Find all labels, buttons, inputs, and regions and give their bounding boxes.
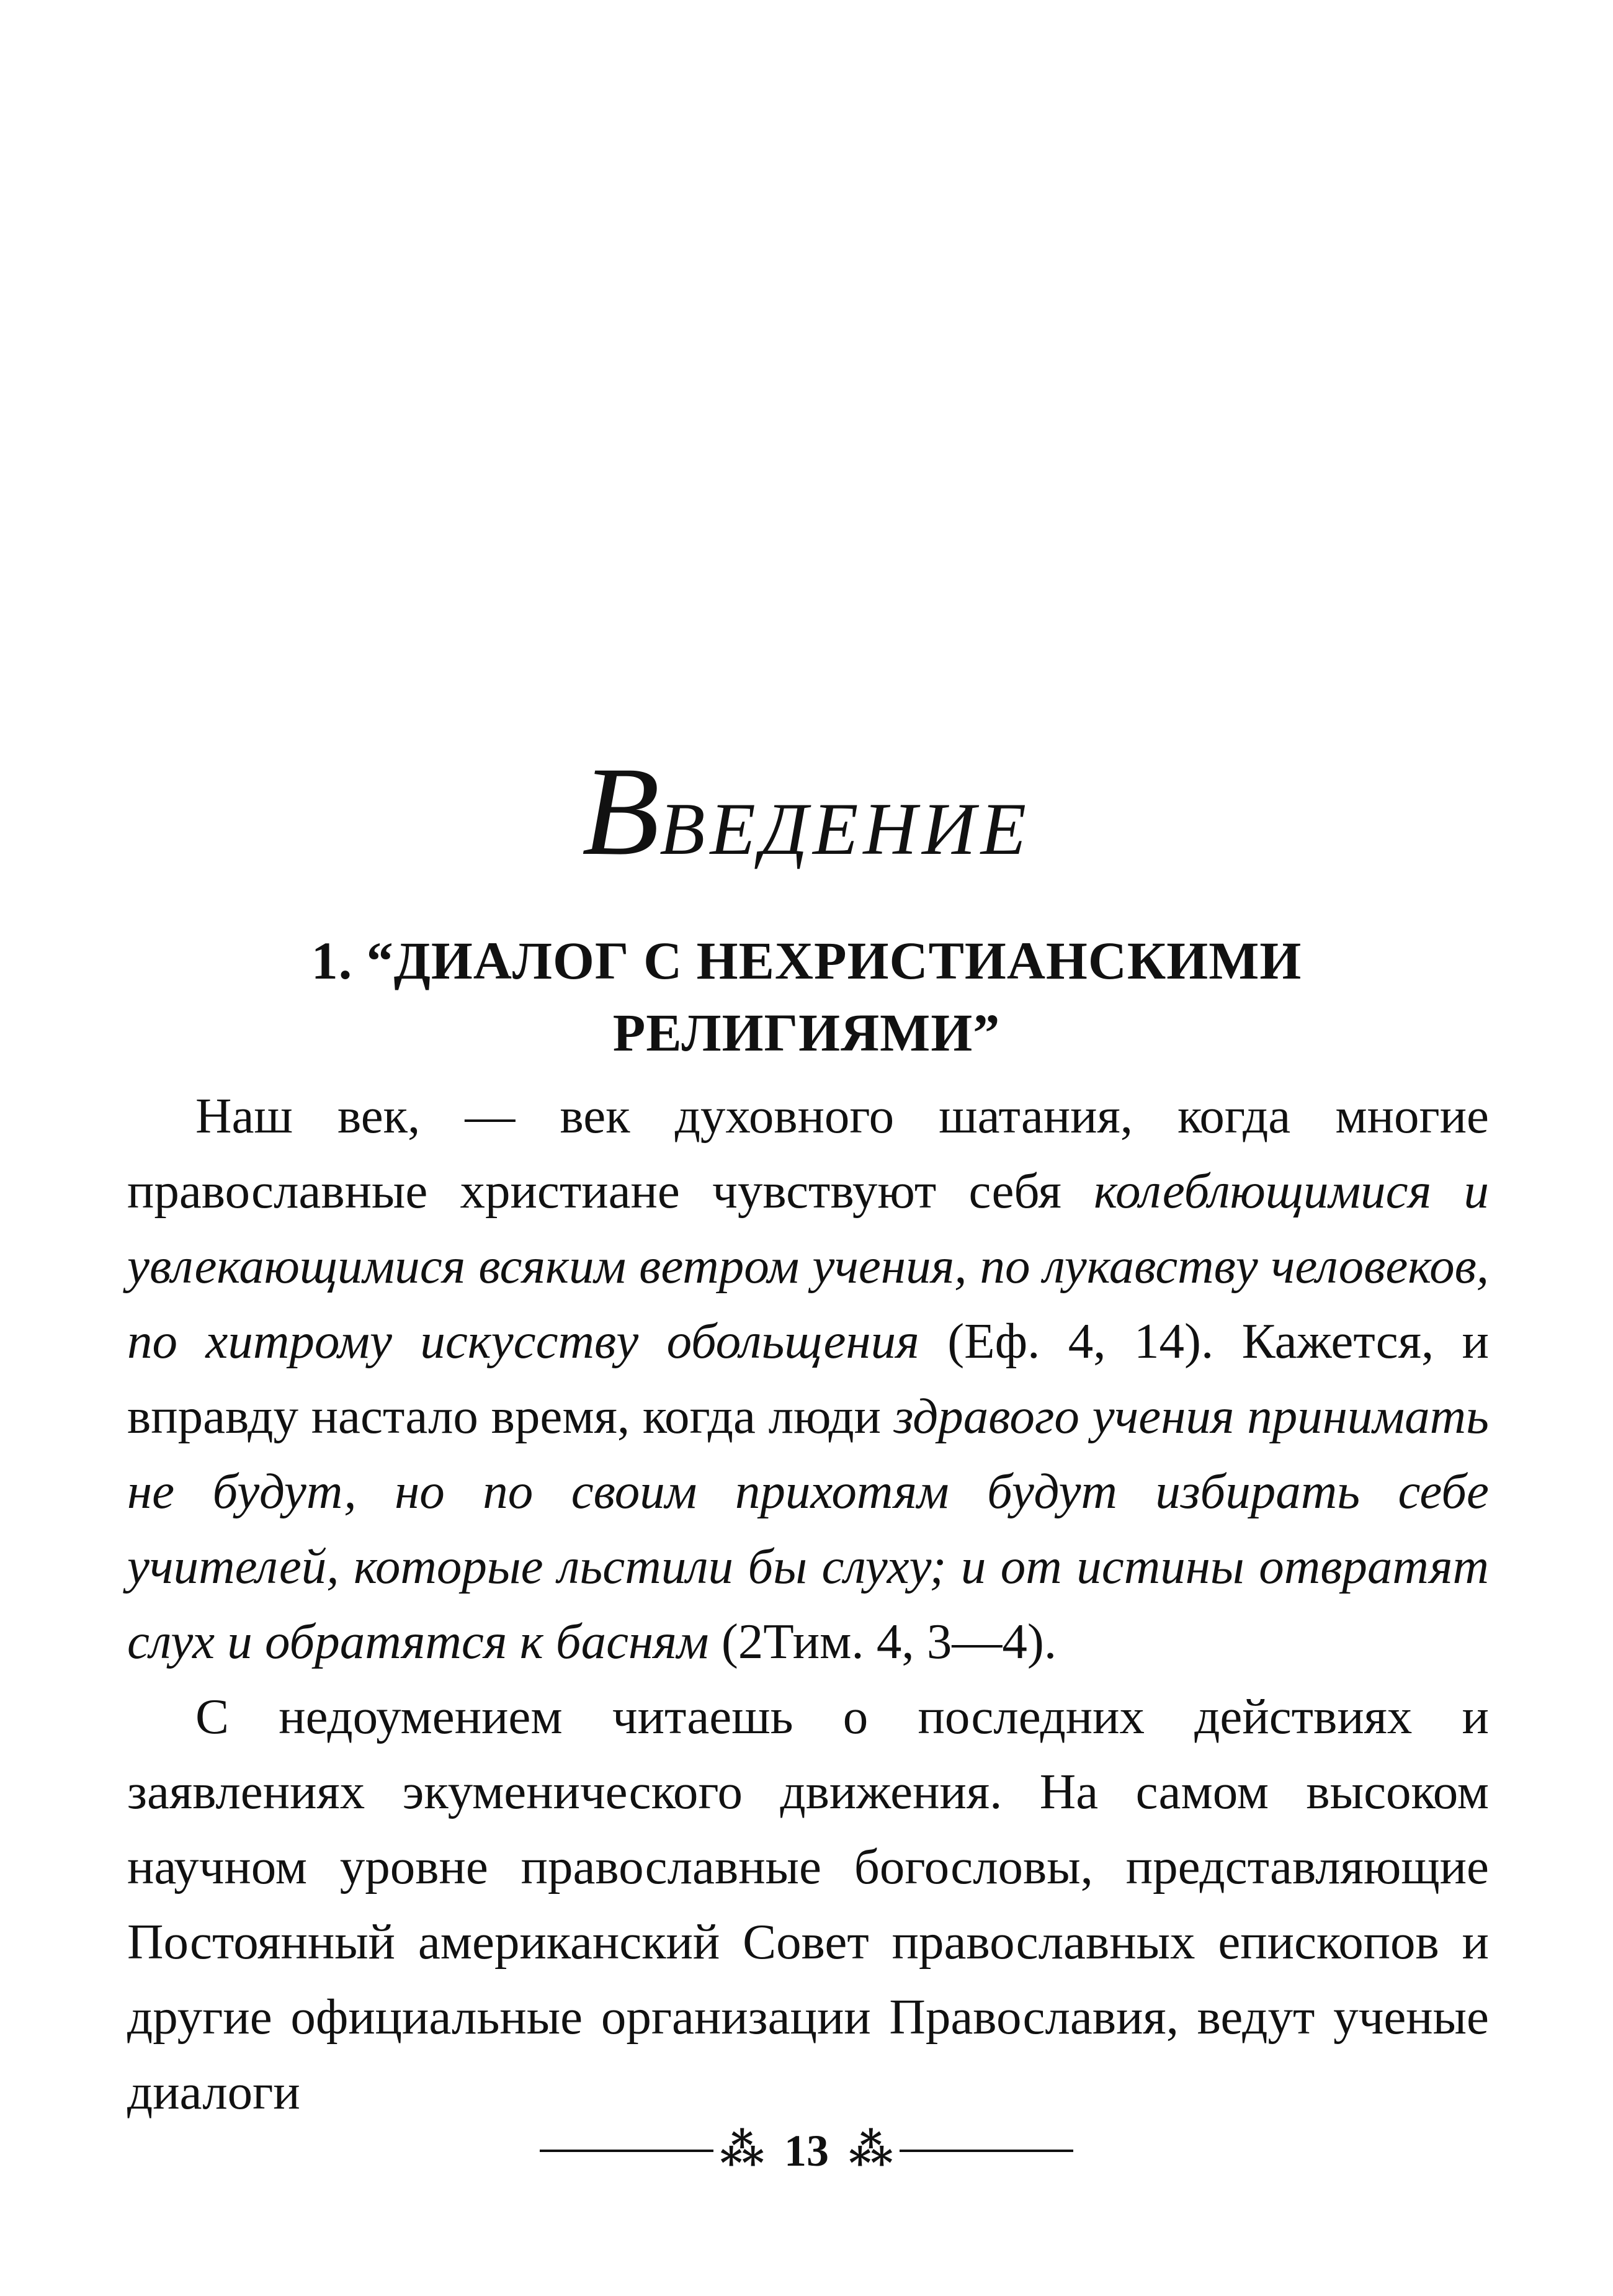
ornament-right-icon: ⁂ bbox=[849, 2127, 893, 2174]
paragraph-1-quote-ephesians: колеблющимися и увлекающимися всяким ветром учения, по лукавству человеков, по хитрому искусству обольщения bbox=[127, 1163, 1489, 1369]
section-heading bbox=[136, 925, 1477, 1069]
paragraph-1 bbox=[127, 1078, 1489, 1679]
section-heading-line-2: РЕЛИГИЯМИ” bbox=[612, 1003, 1001, 1062]
footer-rule-left bbox=[540, 2150, 713, 2152]
chapter-title-rest: ВЕДЕНИЕ bbox=[659, 787, 1032, 870]
paragraph-2: С недоумением читаешь о последних действиях и заявлениях экуменического движения. На самом высоком научном уровне православные богословы, представляющие Постоянный американский Совет православных епископов и другие официальные организации Православия, ведут ученые диалоги bbox=[127, 1688, 1489, 2120]
section-heading-line-1: 1. “ДИАЛОГ С НЕХРИСТИАНСКИМИ bbox=[311, 931, 1302, 990]
paragraph-1-text-a: Наш век, — век духовного шатания, когда многие православные христиане чувствуют себя bbox=[127, 1088, 1489, 1219]
ornament-left-icon: ⁂ bbox=[720, 2127, 764, 2174]
chapter-title bbox=[0, 742, 1613, 882]
footer-rule-right bbox=[900, 2150, 1073, 2152]
page-footer bbox=[0, 2126, 1613, 2176]
paragraph-1-quote-timothy: здравого учения принимать не будут, но по своим прихотям будут избирать себе учителей, которые льстили бы слуху; и от истины отвратят слух и обратятся к басням bbox=[127, 1388, 1489, 1669]
page-number: 13 bbox=[784, 2126, 829, 2176]
paragraph-1-text-b: (Еф. 4, 14). Кажется, и вправду настало время, когда люди bbox=[127, 1313, 1489, 1444]
chapter-title-initial: В bbox=[581, 741, 660, 882]
body-text bbox=[127, 1078, 1489, 2130]
paragraph-1-text-c: (2Тим. 4, 3—4). bbox=[708, 1613, 1057, 1669]
